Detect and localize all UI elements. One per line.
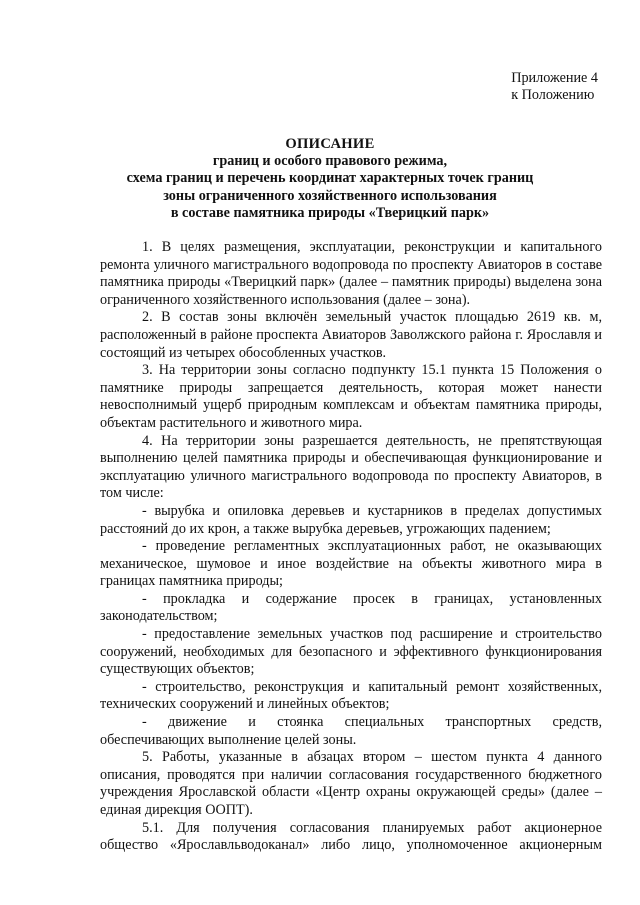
document-title [100, 136, 560, 222]
document-body [100, 239, 602, 855]
title-line-1: границ и особого правового режима, [212, 153, 448, 170]
list-item-vehicles: - движение и стоянка специальных транспортных средств, обеспечивающих выполнение целей зоны. [100, 714, 602, 748]
paragraph-1: 1. В целях размещения, эксплуатации, реконструкции и капитального ремонта уличного магистрального водопровода по проспекту Авиаторов в составе памятника природы «Тверицкий парк» (далее – памятник природы) выделена зона ограниченного хозяйственного использования (далее – зона). [100, 239, 602, 308]
title-heading: ОПИСАНИЕ [285, 136, 375, 152]
appendix-regulation: к Положению [511, 87, 595, 103]
list-item-felling: - вырубка и опиловка деревьев и кустарников в пределах допустимых расстояний до их крон, а также вырубка деревьев, угрожающих падением; [100, 502, 602, 537]
title-line-3: зоны ограниченного хозяйственного использования [163, 187, 497, 204]
title-line-4: в составе памятника природы «Тверицкий парк» [170, 204, 490, 221]
list-item-land-plots: - предоставление земельных участков под расширение и строительство сооружений, необходимых для безопасного и эффективного функционирования существующих объектов; [100, 626, 602, 678]
paragraph-5: 5. Работы, указанные в абзацах втором – шестом пункта 4 данного описания, проводятся при наличии согласования государственного бюджетного учреждения Ярославской области «Центр охраны окружающей среды» (далее – единая дирекция ООПТ). [100, 749, 602, 818]
list-item-construction: - строительство, реконструкция и капитальный ремонт хозяйственных, технических сооружений и линейных объектов; [100, 678, 602, 713]
paragraph-3: 3. На территории зоны согласно подпункту 15.1 пункта 15 Положения о памятнике природы запрещается деятельность, которая может нанести невосполнимый ущерб природным комплексам и объектам памятника природы, объектам растительного и животного мира. [100, 362, 602, 431]
list-item-clearings: - прокладка и содержание просек в границах, установленных законодательством; [100, 590, 602, 625]
list-item-maintenance-works: - проведение регламентных эксплуатационных работ, не оказывающих механическое, шумовое и иное воздействие на объекты животного мира в границах памятника природы; [100, 538, 602, 590]
title-line-2: схема границ и перечень координат характерных точек границ [126, 170, 534, 187]
paragraph-4: 4. На территории зоны разрешается деятельность, не препятствующая выполнению целей памятника природы и обеспечивающая функционирование и эксплуатацию уличного магистрального водопровода по проспекту Авиаторов, в том числе: [100, 432, 602, 502]
paragraph-5-1: 5.1. Для получения согласования планируемых работ акционерное общество «Ярославльводоканал» либо лицо, уполномоченное акционерным [100, 819, 602, 854]
appendix-number: Приложение 4 [511, 70, 598, 86]
paragraph-2: 2. В состав зоны включён земельный участок площадью 2619 кв. м, расположенный в районе проспекта Авиаторов Заволжского района г. Ярославля и состоящий из четырех обособленных участков. [100, 309, 602, 361]
appendix-reference [511, 70, 598, 104]
